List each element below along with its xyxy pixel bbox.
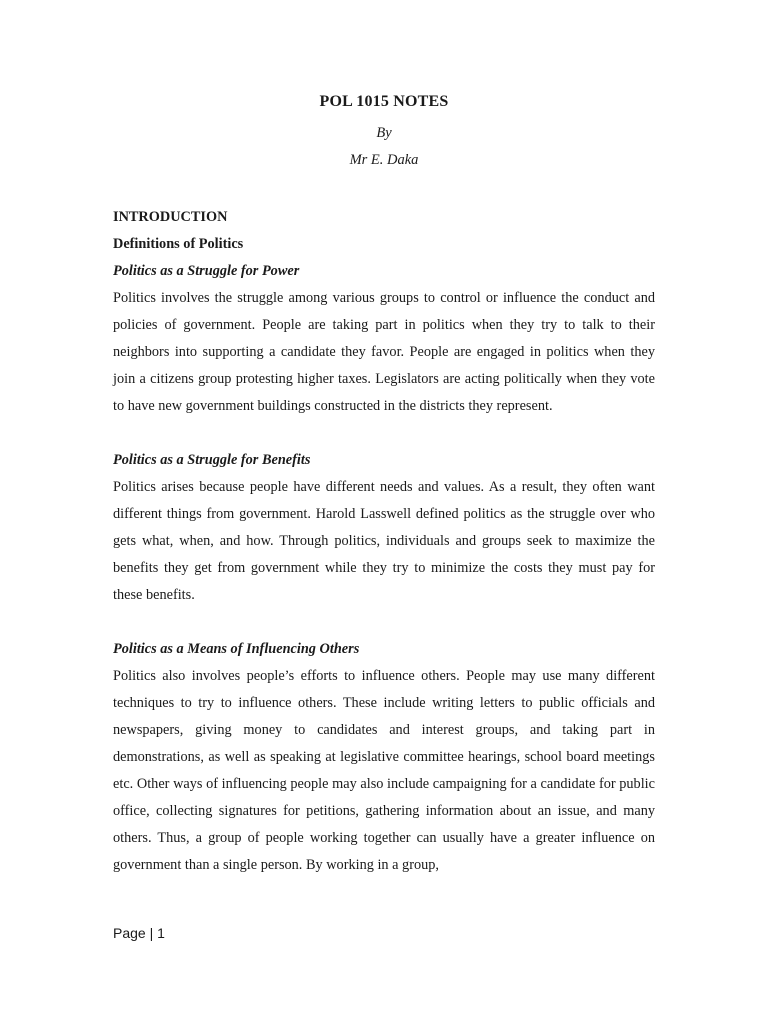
section-body-benefits: Politics arises because people have different needs and values. As a result, they often want different things from government. Harold Lasswell defined politics as the struggle over who gets what, when, and how. Through politics, individuals and groups seek to maximize the benefits they get from government while they try to minimize the costs they must pay for these benefits. bbox=[113, 479, 655, 603]
definitions-heading: Definitions of Politics bbox=[113, 236, 244, 252]
section-heading-power: Politics as a Struggle for Power bbox=[113, 263, 300, 279]
section-body-influence: Politics also involves people’s efforts to influence others. People may use many different techniques to try to influence others. These include writing letters to public officials and newspapers, giving money to candidates and interest groups, and taking part in demonstrations, as well as speaking at legislative committee hearings, school board meetings etc. Other ways of influencing people may also include campaigning for a candidate for public office, collecting signatures for petitions, gathering information about an issue, and many others. Thus, a group of people working together can usually have a greater influence on government than a single person. By working in a group, bbox=[113, 668, 655, 873]
document-title: POL 1015 NOTES bbox=[319, 93, 449, 110]
paragraph-gap bbox=[113, 420, 655, 447]
paragraph-gap bbox=[113, 609, 655, 636]
section-body-power: Politics involves the struggle among various groups to control or influence the conduct and policies of government. People are taking part in politics when they try to talk to their neighbors into supporting a candidate they favor. People are engaged in politics when they join a citizens group protesting higher taxes. Legislators are acting politically when they vote to have new government buildings constructed in the districts they represent. bbox=[113, 290, 655, 414]
byline-by: By bbox=[376, 125, 392, 141]
document-body bbox=[113, 204, 655, 879]
page-number-footer: Page | 1 bbox=[113, 925, 165, 941]
introduction-heading: INTRODUCTION bbox=[113, 209, 228, 225]
author-name: Mr E. Daka bbox=[349, 152, 419, 168]
section-heading-benefits: Politics as a Struggle for Benefits bbox=[113, 452, 311, 468]
section-heading-influence: Politics as a Means of Influencing Others bbox=[113, 641, 360, 657]
